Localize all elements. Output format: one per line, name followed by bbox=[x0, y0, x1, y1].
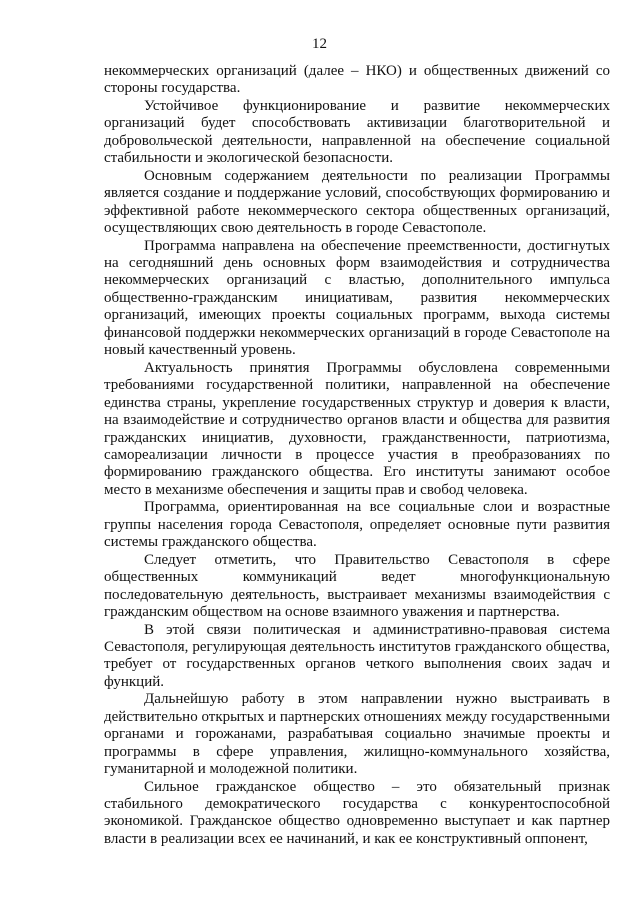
document-body bbox=[104, 63, 610, 848]
paragraph-ustoichivoe: Устойчивое функционирование и развитие некоммерческих организаций будет способствовать активизации благотворительной и добровольческой деятельности, направленной на обеспечение социальной стабильности и экологической безопасности. bbox=[104, 97, 610, 167]
paragraph-v-etoi-svyazi: В этой связи политическая и административно-правовая система Севастополя, регулирующая деятельность институтов гражданского общества, требует от государственных органов четкого выполнения своих задач и функций. bbox=[104, 621, 610, 690]
paragraph-continued: некоммерческих организаций (далее – НКО) и общественных движений со стороны государства. bbox=[104, 63, 610, 97]
paragraph-silnoe-obshchestvo: Сильное гражданское общество – это обязательный признак стабильного демократического государства с конкурентоспособной экономикой. Гражданское общество одновременно выступает и как партнер власти в реализации всех ее начинаний, и как ее конструктивный оппонент, bbox=[104, 778, 610, 847]
paragraph-aktualnost: Актуальность принятия Программы обусловлена современными требованиями государственной политики, направленной на обеспечение единства страны, укрепление государственных структур и доверия к власти, на взаимодействие и сотрудничество органов власти и общества для развития гражданских инициатив, духовности, гражданственности, патриотизма, самореализации личности в процессе участия в преобразованиях по формированию гражданского общества. Его институты занимают особое место в механизме обеспечения и защиты прав и свобод человека. bbox=[104, 359, 610, 498]
paragraph-sleduet-otmetit: Следует отметить, что Правительство Севастополя в сфере общественных коммуникаций ведет многофункциональную последовательную деятельность, выстраивает механизмы взаимодействия с гражданским обществом на основе взаимного уважения и партнерства. bbox=[104, 551, 610, 621]
page-number: 12 bbox=[312, 36, 327, 52]
paragraph-programma-napravlena: Программа направлена на обеспечение преемственности, достигнутых на сегодняшний день основных форм взаимодействия и сотрудничества некоммерческих организаций с властью, дополнительного импульса общественно-гражданским инициативам, развития некоммерческих организаций, имеющих проекты социальных программ, выхода системы финансовой поддержки некоммерческих организаций в городе Севастополе на новый качественный уровень. bbox=[104, 237, 610, 359]
paragraph-osnovnym-soderzhaniem: Основным содержанием деятельности по реализации Программы является создание и поддержание условий, способствующих формированию и эффективной работе некоммерческого сектора общественных организаций, осуществляющих свою деятельность в городе Севастополе. bbox=[104, 167, 610, 237]
paragraph-programma-orientirovannaya: Программа, ориентированная на все социальные слои и возрастные группы населения города Севастополя, определяет основные пути развития системы гражданского общества. bbox=[104, 499, 610, 551]
paragraph-dalneishuyu-rabotu: Дальнейшую работу в этом направлении нужно выстраивать в действительно открытых и партнерских отношениях между государственными органами и горожанами, разрабатывая социально значимые проекты и программы в сфере управления, жилищно-коммунального хозяйства, гуманитарной и молодежной политики. bbox=[104, 691, 610, 778]
